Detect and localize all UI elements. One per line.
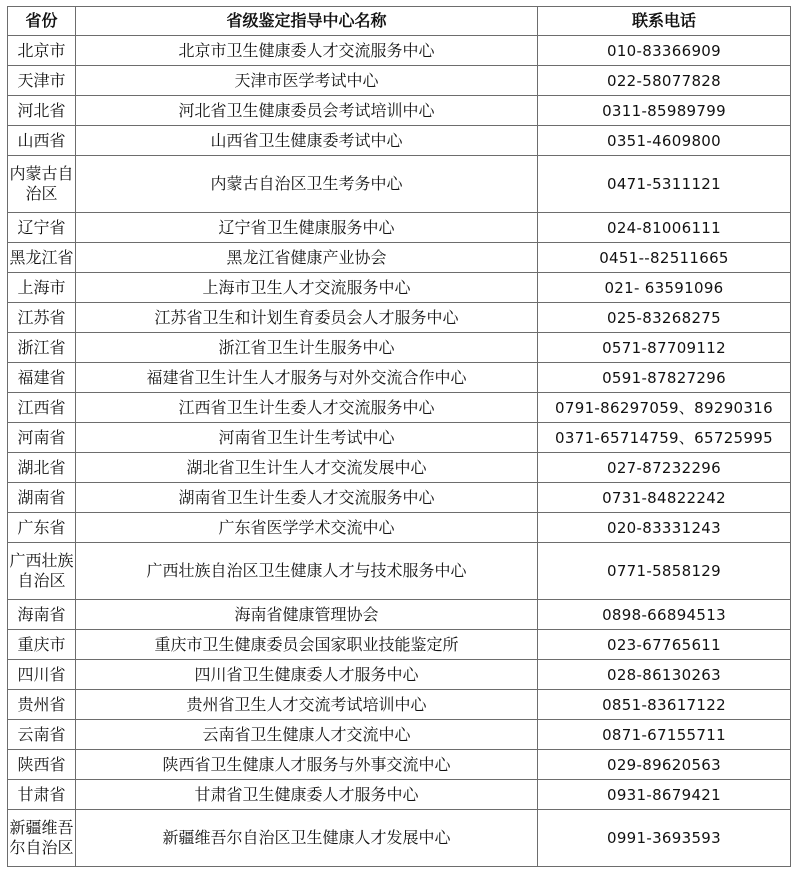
province-cell: 四川省 <box>8 660 76 690</box>
province-cell: 辽宁省 <box>8 213 76 243</box>
center-name-cell: 海南省健康管理协会 <box>76 600 538 630</box>
header-phone: 联系电话 <box>538 7 791 36</box>
province-cell: 云南省 <box>8 720 76 750</box>
table-row <box>8 720 791 750</box>
center-name-cell: 内蒙古自治区卫生考务中心 <box>76 156 538 213</box>
phone-cell: 0311-85989799 <box>538 96 791 126</box>
table-row <box>8 780 791 810</box>
guidance-center-table <box>7 6 791 867</box>
header-row <box>8 7 791 36</box>
center-name-cell: 甘肃省卫生健康委人才服务中心 <box>76 780 538 810</box>
phone-cell: 028-86130263 <box>538 660 791 690</box>
table-row <box>8 96 791 126</box>
center-name-cell: 广西壮族自治区卫生健康人才与技术服务中心 <box>76 543 538 600</box>
table-row <box>8 543 791 600</box>
center-name-cell: 四川省卫生健康委人才服务中心 <box>76 660 538 690</box>
phone-cell: 025-83268275 <box>538 303 791 333</box>
phone-cell: 010-83366909 <box>538 36 791 66</box>
phone-cell: 0898-66894513 <box>538 600 791 630</box>
center-name-cell: 黑龙江省健康产业协会 <box>76 243 538 273</box>
table-row <box>8 303 791 333</box>
header-province: 省份 <box>8 7 76 36</box>
table-row <box>8 393 791 423</box>
province-cell: 陕西省 <box>8 750 76 780</box>
province-cell: 海南省 <box>8 600 76 630</box>
province-cell: 湖北省 <box>8 453 76 483</box>
province-cell: 浙江省 <box>8 333 76 363</box>
province-cell: 广西壮族自治区 <box>8 543 76 600</box>
phone-cell: 0371-65714759、65725995 <box>538 423 791 453</box>
province-cell: 新疆维吾尔自治区 <box>8 810 76 867</box>
province-cell: 河北省 <box>8 96 76 126</box>
province-cell: 天津市 <box>8 66 76 96</box>
phone-cell: 0591-87827296 <box>538 363 791 393</box>
center-name-cell: 贵州省卫生人才交流考试培训中心 <box>76 690 538 720</box>
table-row <box>8 750 791 780</box>
phone-cell: 0851-83617122 <box>538 690 791 720</box>
phone-cell: 0351-4609800 <box>538 126 791 156</box>
province-cell: 黑龙江省 <box>8 243 76 273</box>
center-name-cell: 湖南省卫生计生委人才交流服务中心 <box>76 483 538 513</box>
center-name-cell: 天津市医学考试中心 <box>76 66 538 96</box>
province-cell: 贵州省 <box>8 690 76 720</box>
province-cell: 重庆市 <box>8 630 76 660</box>
center-name-cell: 福建省卫生计生人才服务与对外交流合作中心 <box>76 363 538 393</box>
table-row <box>8 363 791 393</box>
province-cell: 河南省 <box>8 423 76 453</box>
center-name-cell: 重庆市卫生健康委员会国家职业技能鉴定所 <box>76 630 538 660</box>
phone-cell: 0991-3693593 <box>538 810 791 867</box>
table-row <box>8 423 791 453</box>
phone-cell: 0571-87709112 <box>538 333 791 363</box>
center-name-cell: 新疆维吾尔自治区卫生健康人才发展中心 <box>76 810 538 867</box>
province-cell: 福建省 <box>8 363 76 393</box>
center-name-cell: 河北省卫生健康委员会考试培训中心 <box>76 96 538 126</box>
table-row <box>8 36 791 66</box>
header-center-name: 省级鉴定指导中心名称 <box>76 7 538 36</box>
phone-cell: 027-87232296 <box>538 453 791 483</box>
province-cell: 广东省 <box>8 513 76 543</box>
province-cell: 甘肃省 <box>8 780 76 810</box>
center-name-cell: 河南省卫生计生考试中心 <box>76 423 538 453</box>
center-name-cell: 辽宁省卫生健康服务中心 <box>76 213 538 243</box>
table-row <box>8 630 791 660</box>
province-cell: 山西省 <box>8 126 76 156</box>
phone-cell: 0451--82511665 <box>538 243 791 273</box>
table-row <box>8 273 791 303</box>
phone-cell: 0791-86297059、89290316 <box>538 393 791 423</box>
center-name-cell: 湖北省卫生计生人才交流发展中心 <box>76 453 538 483</box>
center-name-cell: 山西省卫生健康委考试中心 <box>76 126 538 156</box>
center-name-cell: 北京市卫生健康委人才交流服务中心 <box>76 36 538 66</box>
phone-cell: 0731-84822242 <box>538 483 791 513</box>
phone-cell: 029-89620563 <box>538 750 791 780</box>
phone-cell: 021- 63591096 <box>538 273 791 303</box>
province-cell: 内蒙古自治区 <box>8 156 76 213</box>
table-row <box>8 810 791 867</box>
province-cell: 湖南省 <box>8 483 76 513</box>
province-cell: 江西省 <box>8 393 76 423</box>
table-row <box>8 513 791 543</box>
phone-cell: 0471-5311121 <box>538 156 791 213</box>
phone-cell: 024-81006111 <box>538 213 791 243</box>
table-row <box>8 243 791 273</box>
phone-cell: 023-67765611 <box>538 630 791 660</box>
table-row <box>8 600 791 630</box>
center-name-cell: 江西省卫生计生委人才交流服务中心 <box>76 393 538 423</box>
table-row <box>8 156 791 213</box>
center-name-cell: 广东省医学学术交流中心 <box>76 513 538 543</box>
phone-cell: 0771-5858129 <box>538 543 791 600</box>
center-name-cell: 云南省卫生健康人才交流中心 <box>76 720 538 750</box>
table-row <box>8 483 791 513</box>
center-name-cell: 上海市卫生人才交流服务中心 <box>76 273 538 303</box>
table-row <box>8 453 791 483</box>
table-row <box>8 690 791 720</box>
table-row <box>8 213 791 243</box>
center-name-cell: 江苏省卫生和计划生育委员会人才服务中心 <box>76 303 538 333</box>
center-name-cell: 浙江省卫生计生服务中心 <box>76 333 538 363</box>
table-row <box>8 333 791 363</box>
center-name-cell: 陕西省卫生健康人才服务与外事交流中心 <box>76 750 538 780</box>
phone-cell: 0871-67155711 <box>538 720 791 750</box>
phone-cell: 020-83331243 <box>538 513 791 543</box>
province-cell: 江苏省 <box>8 303 76 333</box>
table-row <box>8 66 791 96</box>
table-row <box>8 660 791 690</box>
province-cell: 上海市 <box>8 273 76 303</box>
table-row <box>8 126 791 156</box>
phone-cell: 0931-8679421 <box>538 780 791 810</box>
phone-cell: 022-58077828 <box>538 66 791 96</box>
province-cell: 北京市 <box>8 36 76 66</box>
